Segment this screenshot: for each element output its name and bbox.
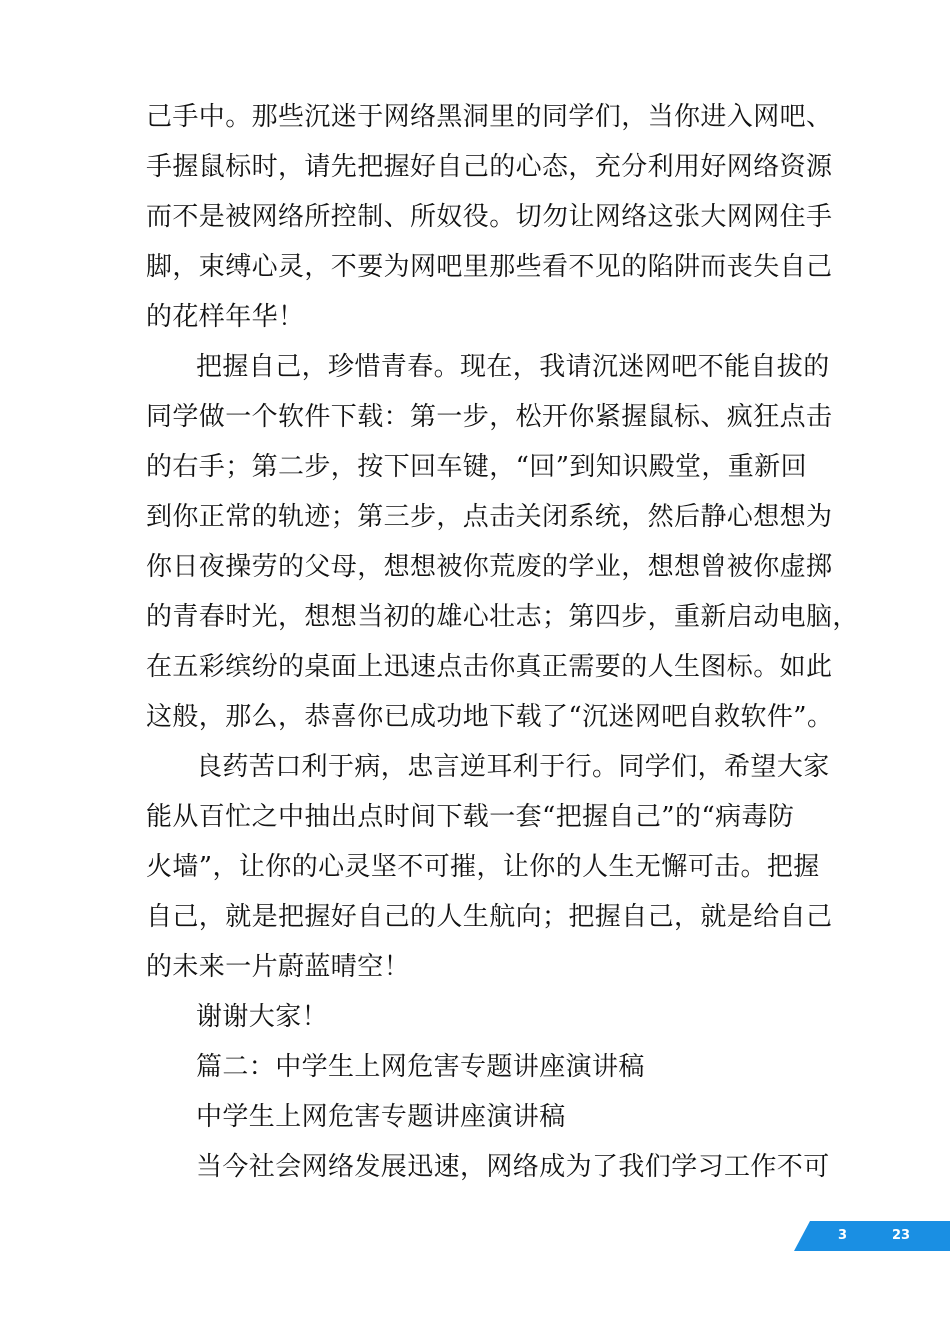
text-line: 的右手；第二步，按下回车键，“回”到知识殿堂，重新回: [146, 452, 807, 482]
text-line: 的花样年华！: [146, 302, 305, 332]
page-current-number: 3: [838, 1228, 848, 1243]
text-line: 自己，就是把握好自己的人生航向；把握自己，就是给自己: [146, 902, 833, 932]
text-line: 己手中。那些沉迷于网络黑洞里的同学们，当你进入网吧、: [146, 102, 833, 132]
text-line: 而不是被网络所控制、所奴役。切勿让网络这张大网网住手: [146, 202, 833, 232]
paragraph-start-line: 良药苦口利于病，忠言逆耳利于行。同学们，希望大家: [196, 752, 830, 782]
page-bar-shape: [794, 1221, 950, 1251]
document-body: [146, 92, 859, 1192]
text-line: 在五彩缤纷的桌面上迅速点击你真正需要的人生图标。如此: [146, 652, 833, 682]
text-line: 手握鼠标时，请先把握好自己的心态，充分利用好网络资源: [146, 152, 833, 182]
section-heading: 篇二：中学生上网危害专题讲座演讲稿: [196, 1052, 645, 1082]
page-total-number: 23: [892, 1228, 911, 1243]
text-line: 的未来一片蔚蓝晴空！: [146, 952, 411, 982]
text-line: 火墙”，让你的心灵坚不可摧，让你的人生无懈可击。把握: [146, 852, 820, 882]
text-line: 脚，束缚心灵，不要为网吧里那些看不见的陷阱而丧失自己: [146, 252, 833, 282]
closing-line: 谢谢大家！: [196, 1002, 329, 1032]
section-title: 中学生上网危害专题讲座演讲稿: [196, 1102, 566, 1132]
text-line: 到你正常的轨迹；第三步，点击关闭系统，然后静心想想为: [146, 502, 833, 532]
text-line: 同学做一个软件下载：第一步，松开你紧握鼠标、疯狂点击: [146, 402, 833, 432]
paragraph-start-line: 当今社会网络发展迅速，网络成为了我们学习工作不可: [196, 1152, 830, 1182]
text-line: 你日夜操劳的父母，想想被你荒废的学业，想想曾被你虚掷: [146, 552, 833, 582]
text-line: 这般，那么，恭喜你已成功地下载了“沉迷网吧自救软件”。: [146, 702, 834, 732]
text-line: 能从百忙之中抽出点时间下载一套“把握自己”的“病毒防: [146, 802, 795, 832]
page-number-bar: [794, 1221, 950, 1251]
text-line: 的青春时光，想想当初的雄心壮志；第四步，重新启动电脑，: [146, 602, 859, 632]
paragraph-start-line: 把握自己，珍惜青春。现在，我请沉迷网吧不能自拔的: [196, 352, 830, 382]
